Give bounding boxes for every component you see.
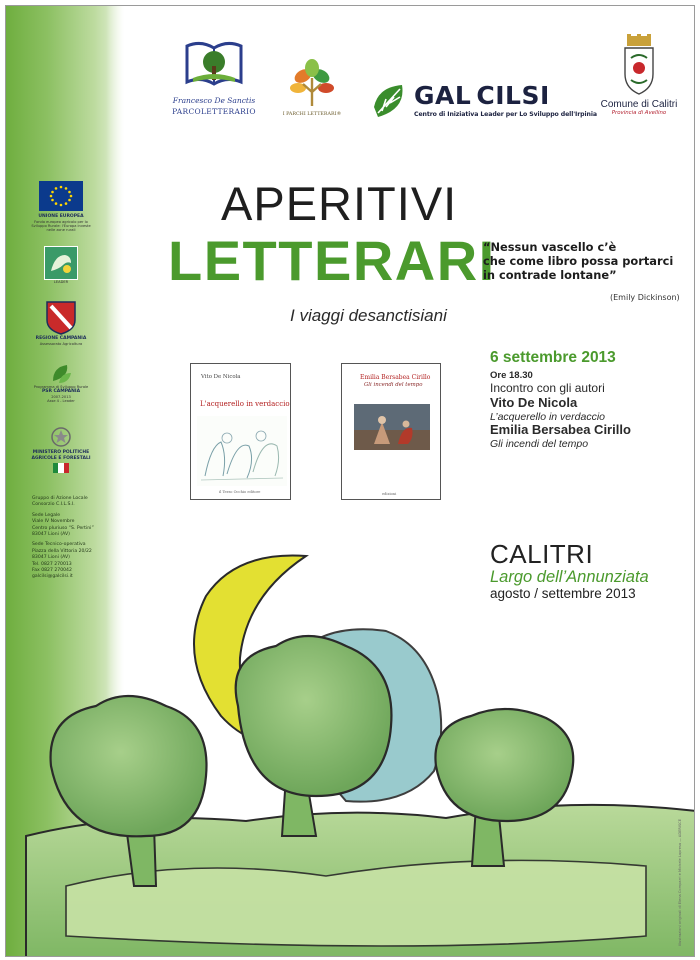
parco-signature: Francesco De Sanctis	[172, 96, 256, 105]
book-title: L'acquerello in verdaccio	[200, 400, 290, 408]
parchi-caption: I PARCHI LETTERARI®	[282, 112, 342, 117]
gal-org-line: Gruppo di Azione Locale	[32, 496, 88, 501]
book-publisher: edizioni	[382, 492, 397, 496]
parco-caption: PARCOLETTERARIO	[172, 107, 256, 116]
gal-tech-line: 83047 Lioni (AV)	[32, 555, 70, 561]
gal-tech-line: Sede Tecnico-operativa	[32, 542, 86, 548]
event-date: 6 settembre 2013	[490, 349, 616, 366]
event-intro: Incontro con gli autori	[490, 381, 605, 395]
comune-province: Provincia di Avellino	[611, 110, 667, 116]
location-period: agosto / settembre 2013	[490, 586, 636, 601]
psr-label: Programma di Sviluppo Rurale	[33, 385, 89, 389]
gal-legal-line: 83047 Lioni (AV)	[32, 532, 70, 538]
quote-line: in contrade lontane”	[483, 268, 617, 282]
event-author-1: Vito De Nicola	[490, 395, 578, 410]
leader-label: LEADER	[53, 280, 69, 284]
landscape-illustration	[6, 6, 695, 957]
book-author: Emilia Bersabea Cirillo	[360, 374, 431, 381]
quote-author: (Emily Dickinson)	[610, 293, 680, 302]
gal-tech-line: Tel. 0827 270013	[32, 561, 72, 567]
gal-legal-line: Sede Legale	[32, 512, 61, 518]
quote-line: “Nessun vascello c’è	[483, 240, 617, 254]
title-aperitivi: APERITIVI	[221, 177, 458, 230]
gal-brand: GAL	[414, 81, 472, 110]
gal-legal-line: Viale IV Novembre	[32, 519, 75, 525]
location-place: Largo dell’Annunziata	[490, 568, 649, 586]
event-book-1: L’acquerello in verdaccio	[490, 411, 605, 423]
psr-note: 2007-2013	[51, 394, 71, 399]
tree-left	[51, 696, 207, 836]
book-title: Gli incendi del tempo	[364, 382, 423, 388]
mipaaf-label: MINISTERO POLITICHE AGRICOLE E FORESTALI	[31, 450, 91, 461]
event-book-2: Gli incendi del tempo	[490, 438, 589, 450]
poster	[5, 5, 695, 957]
location-city: CALITRI	[490, 539, 594, 569]
title-letterari: LETTERARI	[168, 229, 496, 292]
event-author-2: Emilia Bersabea Cirillo	[490, 422, 631, 437]
tree-right	[435, 709, 573, 821]
gal-org-line: Consorzio C.I.L.S.I.	[32, 502, 75, 508]
illustration-credit: Illustrazioni originali di Elena Comparri e Michele Lapresa — ADERISCE	[678, 818, 682, 946]
gal-tech-line: Piazza della Vittoria 20/22	[32, 548, 92, 554]
comune-name: Comune di Calitri	[600, 99, 678, 110]
gal-tech-line: Fax 0827 270042	[32, 568, 72, 574]
campania-label: REGIONE CAMPANIA	[35, 336, 87, 341]
gal-subtitle: Centro di Iniziativa Leader per Lo Sviluppo dell'Irpinia	[414, 111, 597, 118]
eu-note: Fondo europeo agricolo per lo Sviluppo Rurale: l'Europa investe nelle zone rurali	[31, 219, 91, 233]
campania-note: Assessorato Agricoltura	[39, 341, 83, 346]
cilsi-brand: CILSI	[476, 81, 550, 110]
quote-line: che come libro possa portarci	[483, 254, 674, 268]
gal-email: galcilsi@galcilsi.it	[32, 574, 73, 580]
event-time: Ore 18.30	[490, 370, 533, 381]
tree-center	[236, 636, 392, 796]
eu-label: UNIONE EUROPEA	[38, 214, 84, 219]
psr-axis: Asse 4 - Leader	[47, 399, 75, 404]
book-publisher: il Terzo Occhio editore	[219, 490, 261, 494]
subtitle: I viaggi desanctisiani	[290, 306, 447, 325]
book-author: Vito De Nicola	[201, 374, 241, 380]
psr-brand: PSR CAMPANIA	[41, 389, 81, 395]
gal-legal-line: Centro pluriuso “S. Pertini”	[32, 525, 94, 531]
